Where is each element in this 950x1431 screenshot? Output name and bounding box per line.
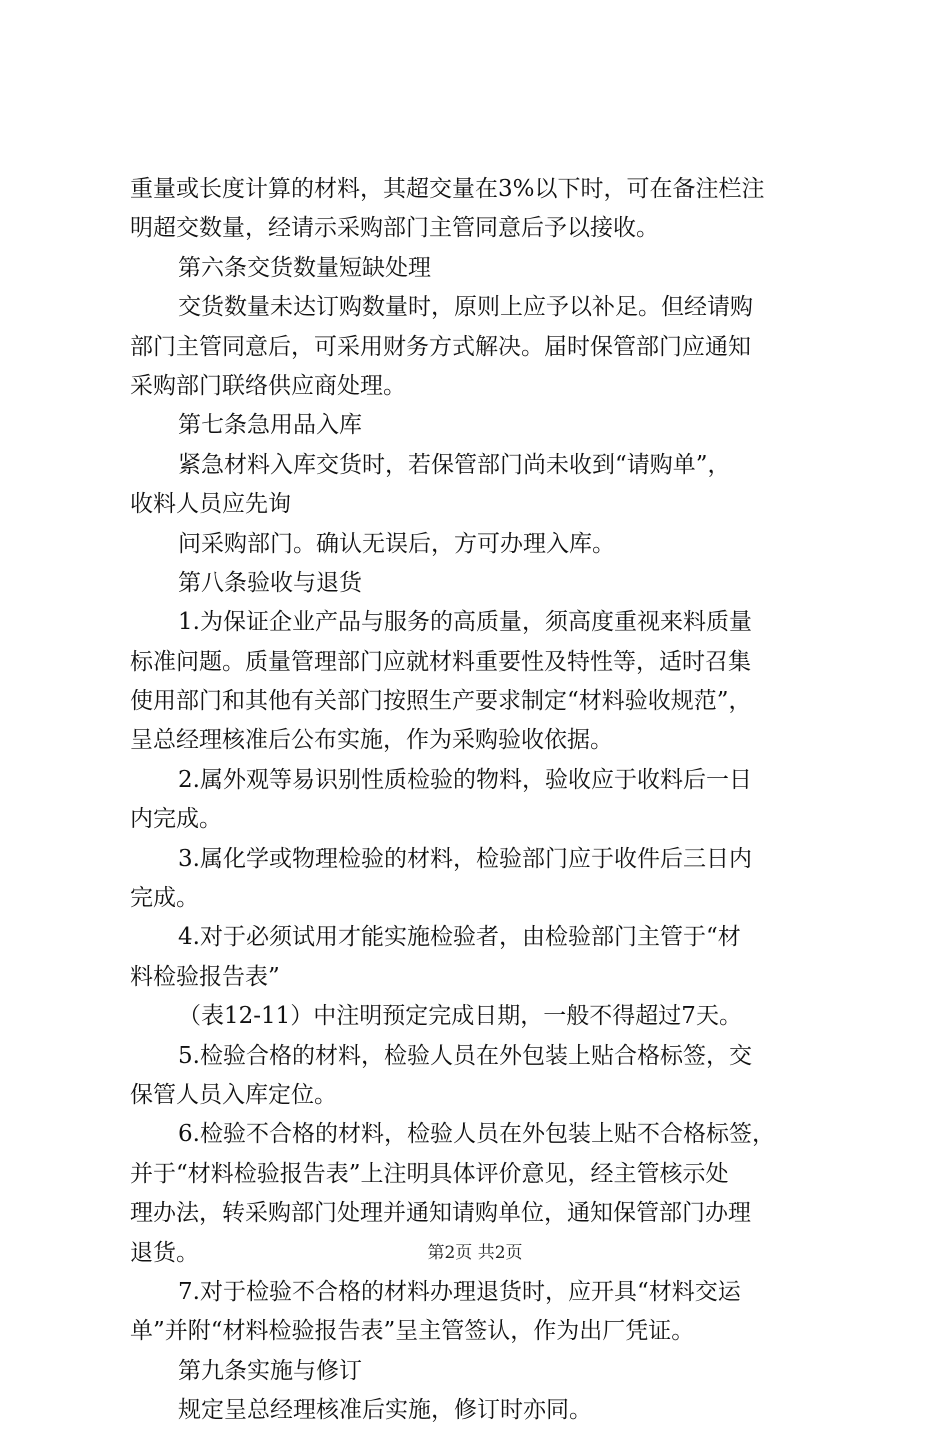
text-line: 退货。 <box>130 1239 199 1266</box>
text-line: 标准问题。质量管理部门应就材料重要性及特性等，适时召集 <box>130 648 751 675</box>
text-line: 保管人员入库定位。 <box>130 1081 337 1108</box>
text-line: 4.对于必须试用才能实施检验者，由检验部门主管于“材 <box>178 924 741 951</box>
text-line: 交货数量未达订购数量时，原则上应予以补足。但经请购 <box>178 294 753 321</box>
text-line: 明超交数量，经请示采购部门主管同意后予以接收。 <box>130 215 659 242</box>
text-line: （表12-11）中注明预定完成日期，一般不得超过7天。 <box>178 1003 742 1030</box>
text-line: 理办法，转采购部门处理并通知请购单位，通知保管部门办理 <box>130 1200 751 1227</box>
text-line: 问采购部门。确认无误后，方可办理入库。 <box>178 530 615 557</box>
text-line: 并于“材料检验报告表”上注明具体评价意见，经主管核示处 <box>130 1160 729 1187</box>
text-line: 部门主管同意后，可采用财务方式解决。届时保管部门应通知 <box>130 333 751 360</box>
text-line: 收料人员应先询 <box>130 491 291 518</box>
text-line: 采购部门联络供应商处理。 <box>130 372 406 399</box>
text-line: 6.检验不合格的材料，检验人员在外包装上贴不合格标签， <box>178 1121 775 1148</box>
text-line: 规定呈总经理核准后实施，修订时亦同。 <box>178 1397 592 1424</box>
text-line: 第九条实施与修订 <box>178 1357 362 1384</box>
text-line: 第八条验收与退货 <box>178 569 362 596</box>
page-footer: 第2页 共2页 <box>427 1243 523 1263</box>
text-line: 第六条交货数量短缺处理 <box>178 254 431 281</box>
text-line: 3.属化学或物理检验的材料，检验部门应于收件后三日内 <box>178 845 752 872</box>
text-line: 1.为保证企业产品与服务的高质量，须高度重视来料质量 <box>178 609 752 636</box>
text-line: 完成。 <box>130 885 199 912</box>
text-line: 2.属外观等易识别性质检验的物料，验收应于收料后一日 <box>178 766 752 793</box>
text-line: 呈总经理核准后公布实施，作为采购验收依据。 <box>130 727 613 754</box>
text-line: 内完成。 <box>130 806 222 833</box>
text-line: 单”并附“材料检验报告表”呈主管签认，作为出厂凭证。 <box>130 1318 695 1345</box>
text-line: 7.对于检验不合格的材料办理退货时，应开具“材料交运 <box>178 1278 741 1305</box>
text-line: 紧急材料入库交货时，若保管部门尚未收到“请购单”， <box>178 451 731 478</box>
text-line: 重量或长度计算的材料，其超交量在3%以下时，可在备注栏注 <box>130 176 765 202</box>
text-line: 5.检验合格的材料，检验人员在外包装上贴合格标签，交 <box>178 1042 752 1069</box>
text-line: 第七条急用品入库 <box>178 412 362 439</box>
text-line: 使用部门和其他有关部门按照生产要求制定“材料验收规范”， <box>130 688 752 715</box>
text-line: 料检验报告表” <box>130 963 280 990</box>
